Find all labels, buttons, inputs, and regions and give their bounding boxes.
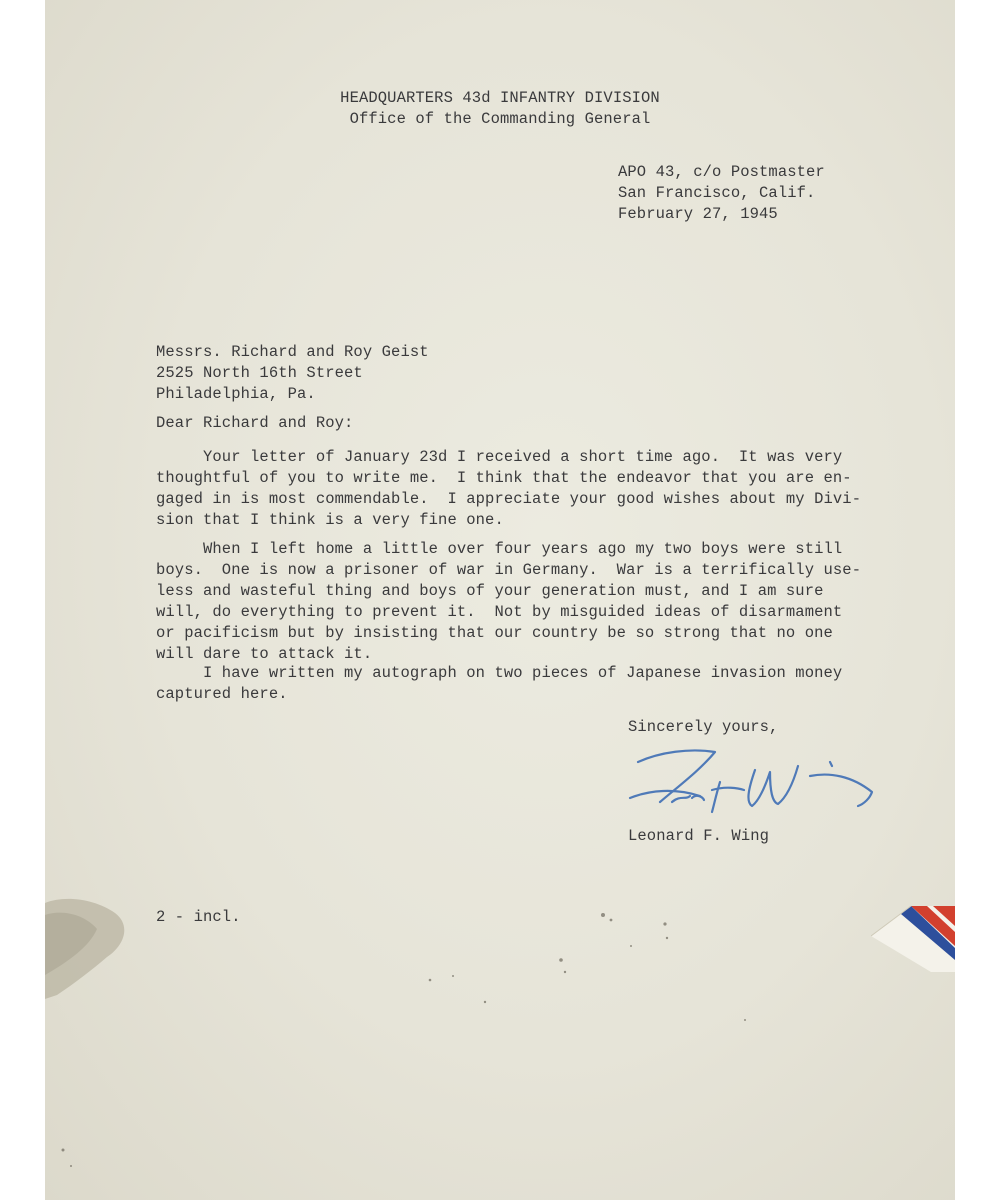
handwritten-signature [620, 740, 880, 830]
paper-specks [45, 880, 955, 1200]
letter-paper [45, 0, 955, 1200]
body-paragraph-2 [156, 539, 861, 665]
closing [628, 717, 778, 738]
body-line: When I left home a little over four years ago my two boys were still [156, 540, 843, 558]
body-line: Your letter of January 23d I received a short time ago. It was very [156, 448, 843, 466]
body-line: captured here. [156, 685, 288, 703]
body-line: boys. One is now a prisoner of war in Germany. War is a terrifically use- [156, 561, 862, 579]
body-line: or pacificism but by insisting that our country be so strong that no one [156, 624, 833, 642]
body-line: gaged in is most commendable. I appreciate your good wishes about my Divi- [156, 490, 862, 508]
body-line: will dare to attack it. [156, 645, 373, 663]
salutation [156, 413, 353, 434]
letterhead [45, 88, 955, 130]
salutation-text: Dear Richard and Roy: [156, 414, 354, 432]
body-paragraph-3 [156, 663, 842, 705]
dateline [618, 162, 825, 225]
dateline-city: San Francisco, Calif. [618, 184, 816, 202]
dateline-date: February 27, 1945 [618, 205, 778, 223]
body-line: less and wasteful thing and boys of your generation must, and I am sure [156, 582, 824, 600]
signer-name [628, 826, 769, 847]
recipient-street: 2525 North 16th Street [156, 364, 363, 382]
body-line: thoughtful of you to write me. I think that the endeavor that you are en- [156, 469, 852, 487]
recipient-name: Messrs. Richard and Roy Geist [156, 343, 429, 361]
letterhead-line-1: HEADQUARTERS 43d INFANTRY DIVISION [340, 89, 660, 107]
body-line: sion that I think is a very fine one. [156, 511, 504, 529]
body-paragraph-1 [156, 447, 861, 531]
recipient-city: Philadelphia, Pa. [156, 385, 316, 403]
enclosure-text: 2 - incl. [156, 908, 241, 926]
closing-text: Sincerely yours, [628, 718, 779, 736]
letterhead-line-2: Office of the Commanding General [349, 110, 651, 128]
dateline-apo: APO 43, c/o Postmaster [618, 163, 825, 181]
body-line: will, do everything to prevent it. Not by misguided ideas of disarmament [156, 603, 843, 621]
recipient-address [156, 342, 429, 405]
signer-name-text: Leonard F. Wing [628, 827, 770, 845]
body-line: I have written my autograph on two pieces of Japanese invasion money [156, 664, 843, 682]
